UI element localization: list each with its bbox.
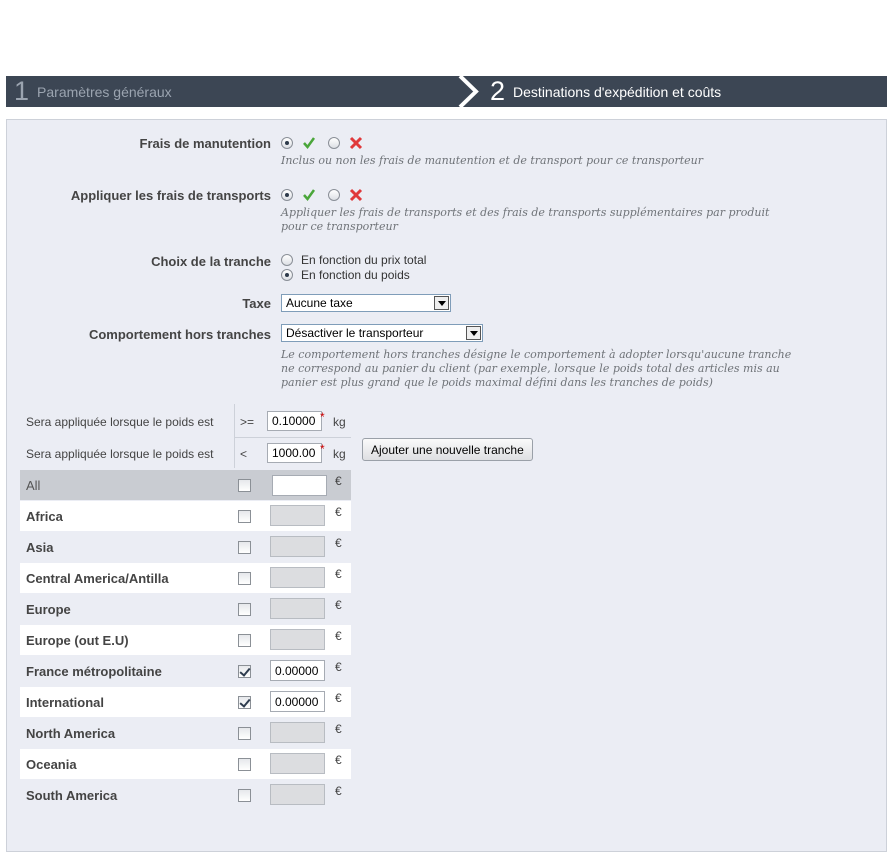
zone-row	[20, 594, 351, 624]
currency-symbol: €	[335, 598, 342, 612]
out-of-range-select[interactable]	[281, 324, 483, 342]
zone-price-input[interactable]	[270, 536, 325, 557]
zone-row	[20, 687, 351, 717]
zone-row	[20, 749, 351, 779]
billing-options	[281, 252, 426, 282]
tax-selected-value: Aucune taxe	[286, 296, 353, 310]
zone-row	[20, 625, 351, 655]
hint-line: pour ce transporteur	[281, 220, 398, 233]
zone-checkbox[interactable]	[238, 634, 251, 647]
step-label: Paramètres généraux	[37, 83, 172, 100]
currency-symbol: €	[335, 505, 342, 519]
range-sup-label: Sera appliquée lorsque le poids est	[26, 447, 214, 461]
billing-price-radio[interactable]	[281, 254, 293, 266]
range-inf-unit: kg	[333, 415, 346, 429]
currency-symbol: €	[335, 691, 342, 705]
zone-price-input[interactable]	[270, 629, 325, 650]
cross-icon	[349, 136, 363, 150]
currency-symbol: €	[335, 629, 342, 643]
zone-checkbox[interactable]	[238, 665, 251, 678]
range-inf-label: Sera appliquée lorsque le poids est	[26, 415, 214, 429]
zone-name: Asia	[26, 539, 54, 555]
zone-row	[20, 563, 351, 593]
range-inf-operator: >=	[240, 415, 255, 429]
shipping-no-radio[interactable]	[328, 189, 340, 201]
range-sup-unit: kg	[333, 447, 346, 461]
zone-row	[20, 718, 351, 748]
add-range-button[interactable]: Ajouter une nouvelle tranche	[362, 438, 533, 461]
required-marker: *	[320, 410, 325, 424]
check-icon	[302, 188, 316, 202]
zone-price-input[interactable]	[270, 753, 325, 774]
zone-name: North America	[26, 725, 116, 741]
shipping-yes-radio[interactable]	[281, 189, 293, 201]
zone-checkbox[interactable]	[238, 789, 251, 802]
billing-weight-label: En fonction du poids	[301, 267, 410, 282]
zone-checkbox[interactable]	[238, 696, 251, 709]
zone-name: Oceania	[26, 756, 77, 772]
billing-price-option[interactable]	[281, 252, 426, 267]
shipping-fees-hint	[281, 206, 769, 234]
currency-symbol: €	[335, 753, 342, 767]
billing-weight-option[interactable]	[281, 267, 426, 282]
zone-checkbox[interactable]	[238, 727, 251, 740]
range-sup-input[interactable]: 1000.00	[267, 443, 322, 463]
tax-label: Taxe	[242, 296, 271, 311]
zone-checkbox[interactable]	[238, 758, 251, 771]
range-sup-operator: <	[240, 447, 248, 461]
zone-checkbox[interactable]	[238, 479, 251, 492]
billing-weight-radio[interactable]	[281, 269, 293, 281]
shipping-fees-toggle	[281, 187, 363, 202]
hint-line: Le comportement hors tranches désigne le comportement à adopter lorsqu'aucune tranche	[281, 348, 792, 361]
zone-price-input[interactable]	[270, 784, 325, 805]
zone-name: Africa	[26, 508, 63, 524]
zone-row	[20, 780, 351, 810]
check-icon	[302, 136, 316, 150]
zone-row	[20, 532, 351, 562]
zone-name: Europe	[26, 601, 71, 617]
currency-symbol: €	[335, 784, 342, 798]
handling-fees-hint: Inclus ou non les frais de manutention et de transport pour ce transporteur	[281, 154, 704, 167]
handling-yes-radio[interactable]	[281, 137, 293, 149]
zone-checkbox[interactable]	[238, 603, 251, 616]
carrier-form-panel	[6, 119, 887, 852]
zone-price-input[interactable]	[270, 722, 325, 743]
hint-line: panier est plus grand que le poids maximal défini dans les tranches de poids)	[281, 376, 713, 389]
zone-name: Europe (out E.U)	[26, 632, 129, 648]
out-of-range-hint	[281, 348, 791, 390]
step-number: 1	[14, 76, 30, 106]
currency-symbol: €	[335, 722, 342, 736]
range-divider	[234, 404, 235, 468]
range-divider	[235, 437, 351, 438]
chevron-down-icon[interactable]	[434, 296, 449, 310]
zone-name: South America	[26, 787, 118, 803]
out-of-range-selected-value: Désactiver le transporteur	[286, 326, 424, 340]
zone-price-input[interactable]: 0.00000	[270, 660, 325, 681]
hint-line: ne correspond au panier du client (par exemple, lorsque le poids total des articles mis au	[281, 362, 780, 375]
step-shipping-destinations[interactable]	[482, 76, 721, 107]
currency-symbol: €	[335, 536, 342, 550]
zone-name: France métropolitaine	[26, 663, 162, 679]
currency-symbol: €	[335, 474, 342, 488]
zone-checkbox[interactable]	[238, 510, 251, 523]
zone-checkbox[interactable]	[238, 541, 251, 554]
currency-symbol: €	[335, 660, 342, 674]
zone-price-input[interactable]: 0.00000	[270, 691, 325, 712]
handling-fees-toggle	[281, 135, 363, 150]
hint-line: Appliquer les frais de transports et des frais de transports supplémentaires par produit	[281, 206, 770, 219]
step-label: Destinations d'expédition et coûts	[513, 83, 722, 100]
zone-row	[20, 501, 351, 531]
wizard-step-bar	[6, 76, 887, 107]
billing-price-label: En fonction du prix total	[301, 252, 427, 267]
zone-name: International	[26, 694, 105, 710]
zone-price-input[interactable]	[270, 505, 325, 526]
handling-fees-label: Frais de manutention	[139, 136, 271, 151]
zone-price-input[interactable]	[270, 567, 325, 588]
zone-name: All	[26, 477, 41, 493]
cross-icon	[349, 188, 363, 202]
range-inf-input[interactable]: 0.10000	[267, 411, 322, 431]
handling-no-radio[interactable]	[328, 137, 340, 149]
required-marker: *	[320, 442, 325, 456]
billing-label: Choix de la tranche	[151, 254, 271, 269]
zone-price-input[interactable]	[270, 598, 325, 619]
step-general-settings[interactable]	[6, 76, 461, 107]
step-number: 2	[490, 76, 506, 106]
zone-row	[20, 656, 351, 686]
zone-checkbox[interactable]	[238, 572, 251, 585]
step-separator-chevron-icon	[454, 76, 484, 107]
out-of-range-label: Comportement hors tranches	[88, 327, 271, 342]
zone-price-input[interactable]	[272, 475, 327, 496]
shipping-fees-label: Appliquer les frais de transports	[70, 188, 271, 203]
chevron-down-icon[interactable]	[466, 326, 481, 340]
zone-row-all	[20, 470, 351, 500]
zone-name: Central America/Antilla	[26, 570, 169, 586]
tax-select[interactable]	[281, 294, 451, 312]
currency-symbol: €	[335, 567, 342, 581]
